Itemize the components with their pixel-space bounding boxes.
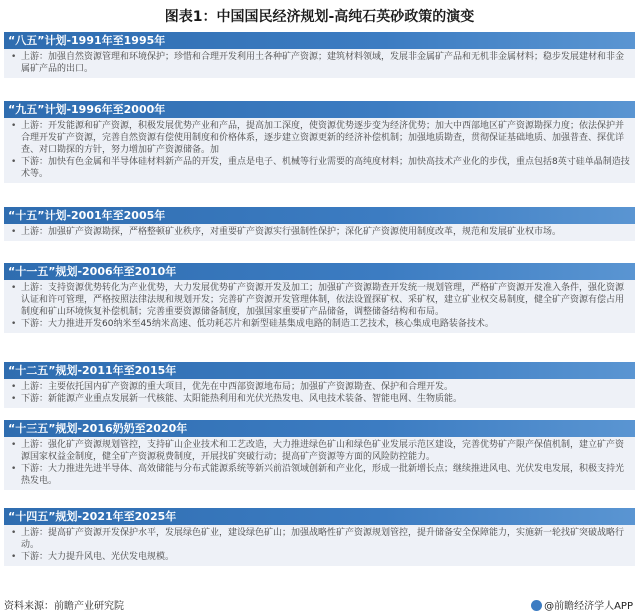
plan-section: [4, 508, 635, 566]
policy-item: • 上游：开发能源和矿产资源，积极发展优势产业和产品，提高加工深度，使资源优势逐步变为经济优势；加大中西部地区矿产资源勘探力度；依法保护并合理开发矿产资源，完善自然资源有偿使用制度和价格体系，逐步建立资源更新的经济补偿机制；加强地质勘查，贯彻保证基础地质、加强普查、探优详查、对口勘探的方针，努力增加矿产资源储备。加: [10, 120, 631, 156]
plan-section: [4, 32, 635, 78]
policy-item: • 上游：提高矿产资源开发保护水平，发展绿色矿业，建设绿色矿山；加强战略性矿产资源规划管控，提升储备安全保障能力，实施新一轮找矿突破战略行动。: [10, 527, 631, 551]
plan-header: “十三五”规划-2016奶奶至2020年: [4, 420, 635, 437]
plan-section: [4, 101, 635, 183]
policy-item: • 上游：支持资源优势转化为产业优势，大力发展优势矿产资源开发及加工；加强矿产资源勘查开发统一规划管理，严格矿产资源开发准入条件，强化资源认证和许可管理，严格按照法律法规和规划开发；完善矿产资源开发管理体制，依法设置探矿权、采矿权，建立矿业权交易制度，健全矿产资源有偿占用制度和矿山环境恢复补偿机制；完善重要资源储备制度，加强国家重要矿产品储备，调整储备结构和布局。: [10, 282, 631, 318]
policy-item: • 上游：加强矿产资源勘探，严格整顿矿业秩序，对重要矿产资源实行强制性保护；深化矿产资源使用制度改革，规范和发展矿业权市场。: [10, 226, 631, 238]
plan-header: “十四五”规划-2021年至2025年: [4, 508, 635, 525]
plan-body: [4, 224, 635, 241]
policy-item: • 上游：加强自然资源管理和环境保护；珍惜和合理开发利用土各种矿产资源；建筑材料领域，发展非金属矿产品和无机非金属材料；稳步发展建材和非金属矿产品的出口。: [10, 51, 631, 75]
policy-item: • 上游：强化矿产资源规划管控，支持矿山企业技术和工艺改造，大力推进绿色矿山和绿色矿业发展示范区建设，完善优势矿产限产保值机制，建立矿产资源国家权益金制度，健全矿产资源税费制度，开展找矿突破行动；提高矿产资源等方面的风险防控能力。: [10, 439, 631, 463]
plan-header: “九五”计划-1996年至2000年: [4, 101, 635, 118]
policy-item: • 上游：主要依托国内矿产资源的重大项目，优先在中西部资源地布局；加强矿产资源勘查、保护和合理开发。: [10, 381, 631, 393]
plan-body: [4, 525, 635, 566]
policy-item: • 下游：新能源产业重点发展新一代核能、太阳能热利用和光伏光热发电、风电技术装备、智能电网、生物质能。: [10, 393, 631, 405]
plan-header: “八五”计划-1991年至1995年: [4, 32, 635, 49]
plan-header: “十二五”规划-2011年至2015年: [4, 362, 635, 379]
brand-text: @前瞻经济学人APP: [544, 601, 633, 612]
source-note: 资料来源：前瞻产业研究院: [4, 601, 124, 612]
plan-body: [4, 49, 635, 78]
brand-logo-icon: [531, 600, 542, 611]
plan-section: [4, 420, 635, 490]
plan-body: [4, 118, 635, 183]
plan-section: [4, 263, 635, 333]
plan-section: [4, 207, 635, 241]
footer: [4, 597, 635, 612]
plan-body: [4, 379, 635, 408]
policy-item: • 下游：大力推进开发60纳米至45纳米高速、低功耗芯片和新型硅基集成电路的制造工艺技术，核心集成电路装备技术。: [10, 318, 631, 330]
policy-item: • 下游：大力提升风电、光伏发电规模。: [10, 551, 631, 563]
plan-header: “十一五”规划-2006年至2010年: [4, 263, 635, 280]
policy-item: • 下游：加快有色金属和半导体硅材料新产品的开发，重点是电子、机械等行业需要的高纯度材料；加快高技术产业化的步伐，重点包括8英寸硅单晶制造技术等。: [10, 156, 631, 180]
plan-header: “十五”计划-2001年至2005年: [4, 207, 635, 224]
page-title: 图表1：中国国民经济规划-高纯石英砂政策的演变: [164, 9, 475, 25]
plan-section: [4, 362, 635, 408]
plan-body: [4, 280, 635, 333]
policy-item: • 下游：大力推进先进半导体、高效储能与分布式能源系统等新兴前沿领域创新和产业化，形成一批新增长点；继续推进风电、光伏发电发展，积极支持光热发电。: [10, 463, 631, 487]
plan-body: [4, 437, 635, 490]
brand-credit: [531, 597, 633, 612]
